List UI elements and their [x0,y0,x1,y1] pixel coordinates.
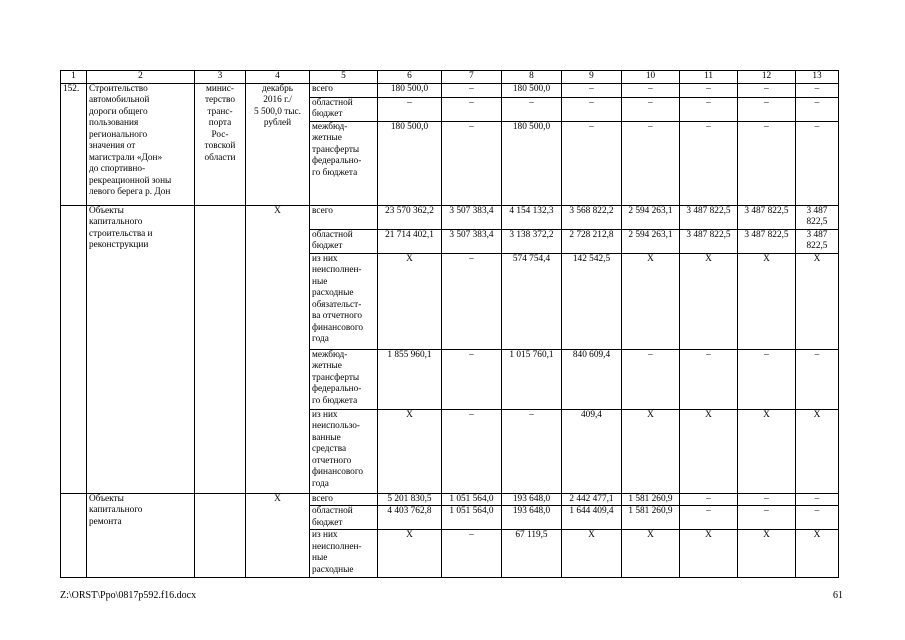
value-cell: – [796,493,839,506]
value-cell: – [796,349,839,409]
table-row [61,83,839,97]
value-cell: – [796,97,839,121]
value-cell: Х [680,409,738,493]
header-cell: 10 [622,71,680,84]
value-cell: Х [378,253,442,349]
value-cell: – [562,97,622,121]
value-cell: 3 487 822,5 [796,205,839,229]
value-cell: – [442,97,502,121]
header-cell: 1 [61,71,87,84]
column-number-row [61,71,839,84]
funding-source: областной бюджет [310,229,378,253]
value-cell: – [622,349,680,409]
value-cell: – [796,506,839,530]
value-cell: – [442,409,502,493]
value-cell: 3 487 822,5 [796,229,839,253]
header-cell: 12 [738,71,796,84]
value-cell: 1 051 564,0 [442,506,502,530]
value-cell: Х [622,253,680,349]
value-cell: Х [378,530,442,578]
value-cell: – [502,97,562,121]
object-name: Объекты капитального ремонта [87,493,195,578]
value-cell: 23 570 362,2 [378,205,442,229]
header-cell: 6 [378,71,442,84]
funding-source: всего [310,205,378,229]
executor [195,205,246,493]
value-cell: – [680,97,738,121]
value-cell: – [442,349,502,409]
value-cell: 1 644 409,4 [562,506,622,530]
value-cell: 3 487 822,5 [738,229,796,253]
value-cell: 409,4 [562,409,622,493]
value-cell: – [680,493,738,506]
value-cell: – [796,121,839,205]
header-cell: 7 [442,71,502,84]
page-number: 61 [833,590,843,601]
value-cell: 1 581 260,9 [622,493,680,506]
value-cell: – [442,253,502,349]
header-cell: 4 [246,71,310,84]
value-cell: 180 500,0 [378,83,442,97]
funding-source: всего [310,493,378,506]
value-cell: – [378,97,442,121]
header-cell: 13 [796,71,839,84]
value-cell: 3 487 822,5 [680,229,738,253]
funding-source: из них неисполнен- ные расходные обязательст- ва отчетного финансового года [310,253,378,349]
value-cell: Х [796,409,839,493]
value-cell: 1 015 760,1 [502,349,562,409]
value-cell: Х [738,530,796,578]
value-cell: – [680,83,738,97]
value-cell: – [622,121,680,205]
value-cell: 3 487 822,5 [738,205,796,229]
value-cell: Х [796,530,839,578]
value-cell: – [562,121,622,205]
value-cell: 3 507 383,4 [442,229,502,253]
value-cell: – [680,349,738,409]
value-cell: 67 119,5 [502,530,562,578]
document-path: Z:\ORST\Ppo\0817p592.f16.docx [60,590,197,601]
value-cell: – [562,83,622,97]
header-cell: 5 [310,71,378,84]
term-cost: декабрь 2016 г./ 5 500,0 тыс. рублей [246,83,310,205]
value-cell: – [502,409,562,493]
executor [195,493,246,578]
value-cell: 4 403 762,8 [378,506,442,530]
value-cell: 2 594 263,1 [622,229,680,253]
value-cell: 21 714 402,1 [378,229,442,253]
value-cell: – [622,97,680,121]
value-cell: 142 542,5 [562,253,622,349]
value-cell: Х [796,253,839,349]
header-cell: 8 [502,71,562,84]
header-cell: 9 [562,71,622,84]
value-cell: 574 754,4 [502,253,562,349]
value-cell: Х [680,530,738,578]
value-cell: – [442,530,502,578]
value-cell: 2 594 263,1 [622,205,680,229]
row-number: 152. [61,83,87,205]
value-cell: – [680,121,738,205]
value-cell: Х [562,530,622,578]
term-cost: Х [246,493,310,578]
value-cell: 2 442 477,1 [562,493,622,506]
budget-table [60,70,839,578]
funding-source: областной бюджет [310,506,378,530]
value-cell: 4 154 132,3 [502,205,562,229]
value-cell: 180 500,0 [502,83,562,97]
table-row [61,205,839,229]
value-cell: 1 051 564,0 [442,493,502,506]
object-name: Строительство автомобильной дороги общего пользования регионального значения от магистрали «Дон» до спортивно- рекреационной зоны левого берега р. Дон [87,83,195,205]
value-cell: 3 487 822,5 [680,205,738,229]
value-cell: – [796,83,839,97]
value-cell: – [442,83,502,97]
value-cell: 1 855 960,1 [378,349,442,409]
value-cell: Х [378,409,442,493]
value-cell: – [738,493,796,506]
table-row [61,493,839,506]
header-cell: 2 [87,71,195,84]
header-cell: 11 [680,71,738,84]
value-cell: – [738,506,796,530]
value-cell: Х [622,409,680,493]
value-cell: 5 201 830,5 [378,493,442,506]
value-cell: 180 500,0 [502,121,562,205]
value-cell: Х [738,253,796,349]
value-cell: 3 507 383,4 [442,205,502,229]
row-number [61,493,87,578]
value-cell: 2 728 212,8 [562,229,622,253]
funding-source: областной бюджет [310,97,378,121]
funding-source: из них неиспользо- ванные средства отчетного финансового года [310,409,378,493]
value-cell: 3 138 372,2 [502,229,562,253]
value-cell: – [738,349,796,409]
value-cell: 1 581 260,9 [622,506,680,530]
funding-source: межбюд- жетные трансферты федерально- го бюджета [310,349,378,409]
value-cell: 180 500,0 [378,121,442,205]
value-cell: Х [738,409,796,493]
value-cell: 840 609,4 [562,349,622,409]
value-cell: 193 648,0 [502,506,562,530]
value-cell: Х [680,253,738,349]
value-cell: – [622,83,680,97]
term-cost: Х [246,205,310,493]
row-number [61,205,87,493]
value-cell: – [738,83,796,97]
object-name: Объекты капитального строительства и реконструкции [87,205,195,493]
funding-source: всего [310,83,378,97]
value-cell: Х [622,530,680,578]
funding-source: из них неисполнен- ные расходные [310,530,378,578]
value-cell: – [738,97,796,121]
value-cell: – [738,121,796,205]
funding-source: межбюд- жетные трансферты федерально- го бюджета [310,121,378,205]
value-cell: – [442,121,502,205]
value-cell: 193 648,0 [502,493,562,506]
value-cell: 3 568 822,2 [562,205,622,229]
header-cell: 3 [195,71,246,84]
executor: минис- терство транс- порта Рос- товской области [195,83,246,205]
value-cell: – [680,506,738,530]
